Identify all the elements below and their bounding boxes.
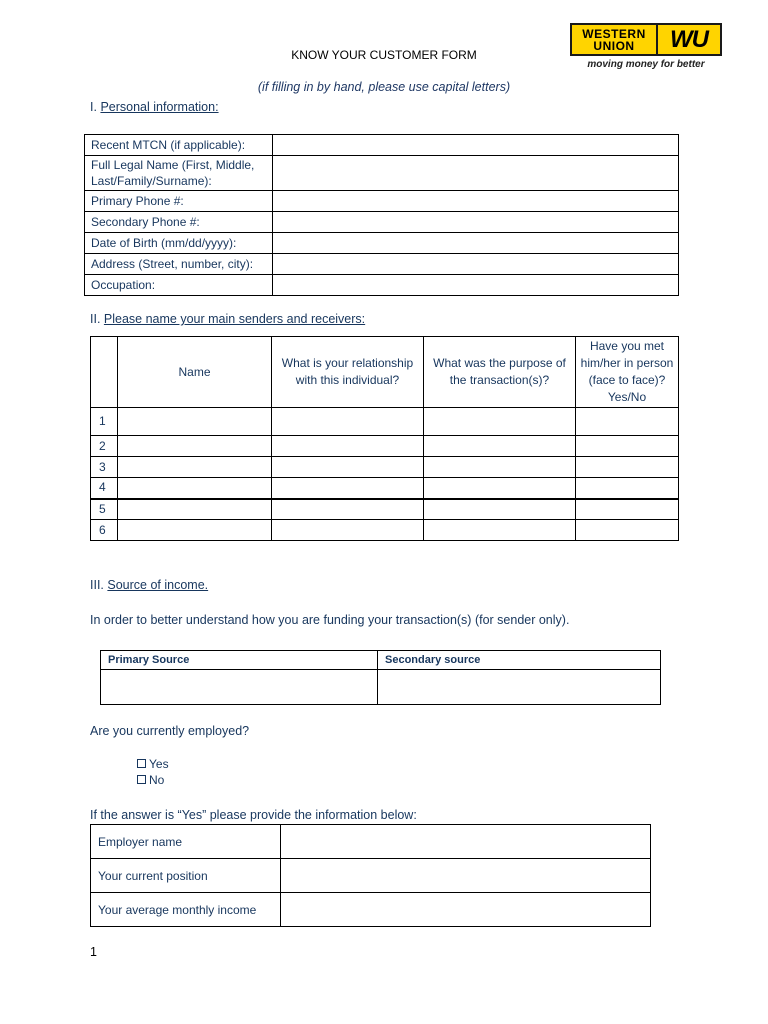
table-row [91, 520, 679, 541]
senders-receivers-table [90, 336, 679, 541]
mtcn-field[interactable] [273, 135, 679, 156]
table-row [91, 457, 679, 478]
position-field[interactable] [281, 859, 651, 893]
table-row [91, 499, 679, 520]
met-cell[interactable] [576, 499, 679, 520]
checkbox-icon[interactable] [137, 759, 146, 768]
table-row [85, 135, 679, 156]
employer-name-label: Employer name [91, 825, 281, 859]
occupation-field[interactable] [273, 275, 679, 296]
table-row [91, 825, 651, 859]
name-cell[interactable] [118, 499, 272, 520]
monthly-income-field[interactable] [281, 893, 651, 927]
name-cell[interactable] [118, 478, 272, 499]
employed-no-option[interactable]: No [137, 773, 164, 787]
secondary-phone-label: Secondary Phone #: [85, 212, 273, 233]
table-row [91, 408, 679, 436]
western-union-logo [570, 23, 722, 70]
purpose-cell[interactable] [424, 478, 576, 499]
purpose-cell[interactable] [424, 520, 576, 541]
address-field[interactable] [273, 254, 679, 275]
logo-wordmark: WESTERN UNION [572, 25, 656, 54]
table-row [85, 233, 679, 254]
primary-phone-field[interactable] [273, 191, 679, 212]
employment-table [90, 824, 651, 927]
form-subtitle: (if filling in by hand, please use capital letters) [257, 80, 511, 94]
table-header-row [101, 651, 661, 670]
primary-source-header: Primary Source [101, 651, 378, 670]
income-intro: In order to better understand how you are funding your transaction(s) (for sender only). [90, 613, 570, 627]
personal-info-table [84, 134, 679, 296]
employment-followup: If the answer is “Yes” please provide the information below: [90, 808, 417, 822]
table-row [91, 436, 679, 457]
purpose-cell[interactable] [424, 499, 576, 520]
relationship-cell[interactable] [272, 520, 424, 541]
name-cell[interactable] [118, 457, 272, 478]
employer-name-field[interactable] [281, 825, 651, 859]
checkbox-icon[interactable] [137, 775, 146, 784]
purpose-cell[interactable] [424, 436, 576, 457]
row-number: 1 [91, 408, 118, 436]
dob-label: Date of Birth (mm/dd/yyyy): [85, 233, 273, 254]
relationship-cell[interactable] [272, 499, 424, 520]
purpose-cell[interactable] [424, 457, 576, 478]
name-cell[interactable] [118, 408, 272, 436]
full-name-field[interactable] [273, 156, 679, 191]
mtcn-label: Recent MTCN (if applicable): [85, 135, 273, 156]
met-in-person-header: Have you met him/her in person (face to face)? Yes/No [576, 337, 679, 408]
relationship-cell[interactable] [272, 457, 424, 478]
income-source-table [100, 650, 661, 705]
secondary-source-header: Secondary source [378, 651, 661, 670]
primary-phone-label: Primary Phone #: [85, 191, 273, 212]
met-cell[interactable] [576, 436, 679, 457]
met-cell[interactable] [576, 457, 679, 478]
relationship-header: What is your relationship with this individual? [272, 337, 424, 408]
table-row [91, 893, 651, 927]
table-row [85, 254, 679, 275]
monthly-income-label: Your average monthly income [91, 893, 281, 927]
purpose-header: What was the purpose of the transaction(s)? [424, 337, 576, 408]
relationship-cell[interactable] [272, 436, 424, 457]
name-header: Name [118, 337, 272, 408]
name-cell[interactable] [118, 520, 272, 541]
table-header-row [91, 337, 679, 408]
section-income-heading: III. Source of income. [90, 578, 209, 592]
employed-question: Are you currently employed? [90, 724, 250, 738]
number-header [91, 337, 118, 408]
met-cell[interactable] [576, 520, 679, 541]
row-number: 5 [91, 499, 118, 520]
logo-wu-mark: WU [658, 25, 720, 54]
table-row [85, 212, 679, 233]
primary-source-field[interactable] [101, 670, 378, 705]
table-row [91, 478, 679, 499]
relationship-cell[interactable] [272, 478, 424, 499]
row-number: 4 [91, 478, 118, 499]
table-row [85, 275, 679, 296]
table-row [91, 859, 651, 893]
met-cell[interactable] [576, 408, 679, 436]
row-number: 3 [91, 457, 118, 478]
occupation-label: Occupation: [85, 275, 273, 296]
form-title: KNOW YOUR CUSTOMER FORM [291, 48, 477, 62]
table-row [85, 191, 679, 212]
secondary-source-field[interactable] [378, 670, 661, 705]
name-cell[interactable] [118, 436, 272, 457]
address-label: Address (Street, number, city): [85, 254, 273, 275]
full-name-label: Full Legal Name (First, Middle, Last/Family/Surname): [85, 156, 273, 191]
page-number: 1 [90, 945, 97, 959]
section-senders-heading: II. Please name your main senders and receivers: [90, 312, 366, 326]
dob-field[interactable] [273, 233, 679, 254]
row-number: 2 [91, 436, 118, 457]
purpose-cell[interactable] [424, 408, 576, 436]
position-label: Your current position [91, 859, 281, 893]
section-personal-heading: I. Personal information: [90, 100, 219, 114]
relationship-cell[interactable] [272, 408, 424, 436]
logo-tagline: moving money for better [587, 59, 705, 70]
table-row [85, 156, 679, 191]
secondary-phone-field[interactable] [273, 212, 679, 233]
met-cell[interactable] [576, 478, 679, 499]
table-row [101, 670, 661, 705]
employed-yes-option[interactable]: Yes [137, 757, 169, 771]
row-number: 6 [91, 520, 118, 541]
